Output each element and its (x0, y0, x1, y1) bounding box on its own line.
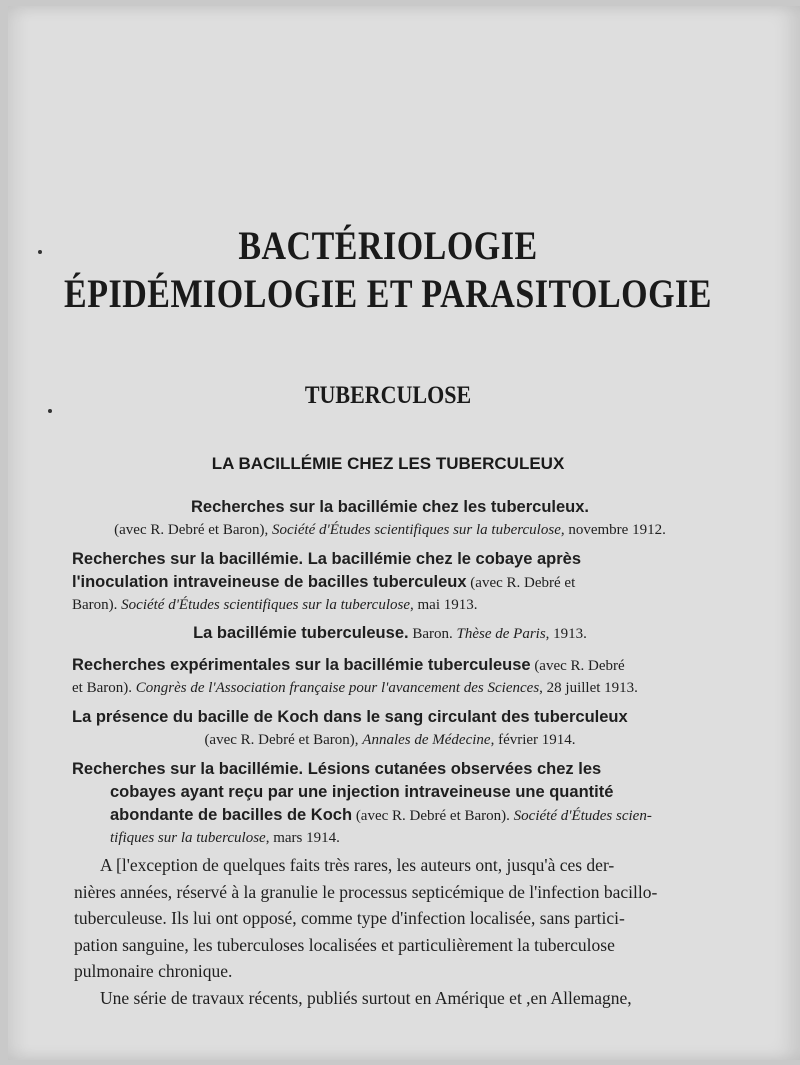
reference-3 (72, 622, 708, 645)
reference-title-line: cobayes ayant reçu par une injection intraveineuse une quantité (110, 783, 614, 801)
reference-authors: (avec R. Debré et Baron), (204, 732, 363, 748)
reference-authors: Baron. (408, 626, 457, 642)
reference-date: , 1913. (545, 626, 587, 642)
reference-date: , novembre 1912. (560, 522, 666, 538)
text-line: A [l'exception de quelques faits très rares, les auteurs ont, jusqu'à ces der- (100, 855, 615, 875)
reference-authors: (avec R. Debré et Baron). (352, 808, 514, 824)
reference-1 (72, 496, 708, 541)
text-line: nières années, réservé à la granulie le processus septicémique de l'infection bacillo- (74, 881, 658, 902)
text-line: pulmonaire chronique. (74, 961, 233, 981)
paragraph-2 (74, 985, 704, 1012)
reference-venue: Thèse de Paris (456, 626, 546, 642)
reference-authors: et Baron). (72, 680, 136, 696)
reference-venue: Congrès de l'Association française pour l'avancement des Sciences (135, 680, 540, 696)
reference-date: , mars 1914. (265, 830, 340, 846)
reference-venue: Annales de Médecine (362, 732, 491, 748)
reference-date: , 28 juillet 1913. (539, 680, 638, 696)
paragraph-1 (74, 852, 704, 985)
reference-venue: tifiques sur la tuberculose (110, 830, 266, 846)
heading-bacteriologie: BACTÉRIOLOGIE (238, 224, 538, 269)
body-text (74, 852, 704, 1011)
reference-title-line: l'inoculation intraveineuse de bacilles tuberculeux (72, 573, 467, 591)
reference-5 (72, 706, 708, 751)
reference-authors: (avec R. Debré et Baron), (114, 522, 272, 538)
reference-title-line: Recherches sur la bacillémie. Lésions cutanées observées chez les (72, 760, 602, 778)
reference-venue: Société d'Études scien- (513, 808, 652, 824)
text-line: pation sanguine, les tuberculoses localisées et particulièrement la tuberculose (74, 934, 615, 955)
page-content (8, 6, 800, 1060)
reference-2 (72, 548, 708, 616)
reference-authors: Baron). (72, 597, 122, 613)
text-line: tuberculeuse. Ils lui ont opposé, comme type d'infection localisée, sans partici- (74, 908, 625, 928)
reference-title-line: abondante de bacilles de Koch (110, 806, 353, 824)
reference-authors: (avec R. Debré et (466, 575, 576, 591)
reference-title: Recherches expérimentales sur la bacillémie tuberculeuse (72, 656, 531, 674)
text-line: Une série de travaux récents, publiés surtout en Amérique et ,en Allemagne, (100, 987, 632, 1008)
reference-title-line: Recherches sur la bacillémie. La bacillémie chez le cobaye après (72, 550, 582, 568)
reference-title: La présence du bacille de Koch dans le sang circulant des tuberculeux (72, 708, 628, 726)
document-page (8, 6, 800, 1060)
reference-title: La bacillémie tuberculeuse. (193, 624, 409, 642)
reference-authors: (avec R. Debré (530, 658, 625, 674)
reference-date: , mai 1913. (410, 597, 478, 613)
reference-4 (72, 654, 708, 699)
heading-bacillemie: LA BACILLÉMIE CHEZ LES TUBERCULEUX (211, 454, 565, 473)
reference-venue: Société d'Études scientifiques sur la tuberculose (272, 522, 561, 538)
reference-venue: Société d'Études scientifiques sur la tuberculose (121, 597, 411, 613)
reference-date: , février 1914. (490, 732, 576, 748)
heading-tuberculose: TUBERCULOSE (304, 380, 472, 409)
reference-title: Recherches sur la bacillémie chez les tuberculeux. (190, 498, 589, 516)
reference-6 (72, 758, 708, 849)
heading-epidemiologie: ÉPIDÉMIOLOGIE ET PARASITOLOGIE (64, 272, 712, 317)
